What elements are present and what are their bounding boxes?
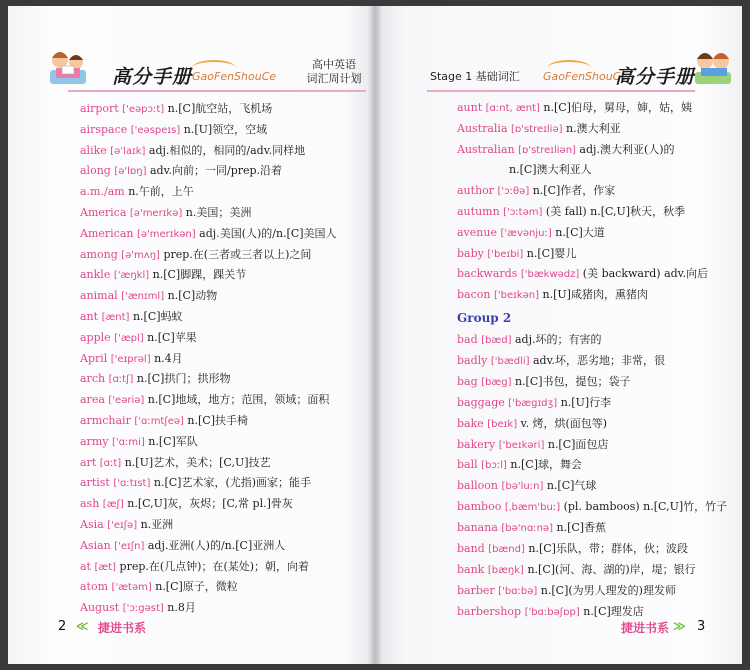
vocab-entry <box>457 542 688 557</box>
entry-definition: (美 backward) adv.向后 <box>579 267 709 281</box>
entry-phonetic: ['ɔːθə] <box>497 186 530 198</box>
entry-phonetic: ['ɑːmi] <box>111 436 145 448</box>
entry-word: Australia <box>457 121 508 135</box>
entry-definition: n.4月 <box>150 351 183 365</box>
entry-word: animal <box>80 289 118 303</box>
entry-word: at <box>80 559 91 573</box>
entry-phonetic: [æt] <box>94 561 117 573</box>
entry-phonetic: ['bædli] <box>490 355 530 367</box>
entry-definition: n.[C]大道 <box>551 225 605 239</box>
entry-word: Australian <box>457 142 515 156</box>
entry-definition: n.午前，上午 <box>128 185 194 199</box>
entry-definition: n.[U]艺术，美术；[C,U]技艺 <box>121 455 271 469</box>
entry-word: balloon <box>457 479 498 493</box>
entry-word: bank <box>457 562 485 576</box>
header-rule <box>427 90 695 92</box>
entry-phonetic: [bə'nɑːnə] <box>501 523 553 535</box>
entry-definition: n.[U]领空，空域 <box>180 122 268 136</box>
children-reading-illustration <box>46 46 90 86</box>
entry-definition: adj.美国(人)的/n.[C]美国人 <box>195 226 337 240</box>
entry-word: art <box>80 455 97 469</box>
book-gutter <box>368 6 382 664</box>
vocab-entry <box>80 518 173 533</box>
entry-phonetic: ['eəriə] <box>108 395 145 407</box>
page-number: 2 <box>58 619 67 634</box>
logo-title: 高分手册 <box>615 66 696 88</box>
vocab-entry <box>80 601 196 616</box>
entry-word: airport <box>80 102 119 115</box>
entry-phonetic: ['beɪbi] <box>487 248 524 260</box>
entry-definition: n.[C]军队 <box>144 434 198 448</box>
vocab-entry <box>80 310 183 325</box>
series-chevrons: ≪ <box>76 619 89 633</box>
series-name: 捷进书系 <box>98 621 147 635</box>
vocab-entry <box>457 267 708 282</box>
header-subtitle <box>304 58 364 86</box>
entry-phonetic: [bænd] <box>488 544 525 555</box>
entry-phonetic: ['ɔːgəst] <box>122 603 164 615</box>
vocab-entry <box>457 500 727 515</box>
entry-definition: n.[C]拱门；拱形物 <box>133 372 231 386</box>
entry-word: badly <box>457 353 488 367</box>
entry-definition: n.[C]澳大利亚人 <box>509 163 592 177</box>
entry-definition: n.[C]艺术家，(尤指)画家；能手 <box>150 476 312 490</box>
vocab-entry <box>80 248 311 263</box>
entry-definition: n.澳大利亚 <box>562 121 621 135</box>
entry-definition: v. 烤，烘(面包等) <box>517 416 608 430</box>
entry-phonetic: [bæg] <box>481 376 512 388</box>
entry-word: baggage <box>457 395 505 409</box>
vocab-entry <box>80 185 194 200</box>
entry-word: ball <box>457 458 478 472</box>
vocab-entry <box>457 184 615 199</box>
entry-word: Asia <box>80 518 104 531</box>
entry-definition: n.[C]地域，地方；范围，领域；面积 <box>144 393 330 407</box>
vocab-entry <box>457 563 696 578</box>
entry-definition: n.[C]伯母，舅母，婶，姑，姨 <box>539 101 692 114</box>
entry-phonetic: [beɪk] <box>487 418 518 430</box>
vocab-entry <box>457 375 631 390</box>
entry-phonetic: ['æpl] <box>114 332 144 344</box>
vocab-entry <box>457 101 692 116</box>
entry-definition: n.[C]婴儿 <box>523 246 577 260</box>
entry-word: army <box>80 434 109 448</box>
entry-phonetic: [ɒ'streɪliə] <box>511 123 563 135</box>
entry-definition: n.[C]动物 <box>164 289 218 303</box>
entry-phonetic: [æʃ] <box>102 499 124 511</box>
vocab-entry <box>80 414 248 429</box>
entry-phonetic: [ə'merɪkən] <box>136 228 196 240</box>
entry-definition: n.[C]香蕉 <box>553 521 607 535</box>
entry-definition: n.[C]面包店 <box>544 437 609 451</box>
vocab-entry <box>80 206 251 221</box>
entry-word: America <box>80 206 127 219</box>
entry-word: along <box>80 164 111 178</box>
entry-phonetic: ['ævənjuː] <box>500 227 552 239</box>
entry-word: band <box>457 542 485 555</box>
series-chevrons: ≫ <box>673 619 686 633</box>
entry-definition: adv.向前；一同/prep.沿着 <box>146 164 283 178</box>
vocab-entry <box>457 479 596 494</box>
series-name: 捷进书系 <box>621 621 670 635</box>
vocab-entry <box>80 164 282 179</box>
entry-word: bake <box>457 416 484 430</box>
entry-phonetic: ['eɪʃn] <box>114 540 145 552</box>
vocab-entry <box>457 458 582 473</box>
entry-word: alike <box>80 143 107 157</box>
vocab-entry <box>80 268 246 283</box>
entry-definition: n.[C]气球 <box>543 479 597 493</box>
vocab-entry <box>457 205 685 220</box>
entry-definition: n.[C,U]灰，灰烬；[C,常 pl.]骨灰 <box>123 497 293 511</box>
book-spread <box>8 6 742 664</box>
vocab-entry <box>80 227 337 242</box>
entry-phonetic: ['bɑːbə] <box>498 585 538 597</box>
entry-definition: prep.在(几点钟)；在(某处)；朝，向着 <box>116 559 310 573</box>
entry-word: April <box>80 351 108 365</box>
entry-definition: n.[C]苹果 <box>143 330 197 344</box>
vocab-entry <box>80 560 309 575</box>
entry-word: ash <box>80 497 100 511</box>
entry-word: arch <box>80 372 106 386</box>
entry-definition: n.[C]书包，提包；袋子 <box>511 374 631 388</box>
entry-phonetic: [ɑːt] <box>99 457 122 469</box>
vocab-entry <box>80 372 230 387</box>
entry-definition: adj.坏的；有害的 <box>511 333 602 346</box>
entry-definition: n.[C]乐队，带；群体，伙；波段 <box>524 542 688 555</box>
entry-word: barbershop <box>457 604 522 618</box>
entry-phonetic: ['eɪprəl] <box>110 353 151 365</box>
entry-definition: n.8月 <box>163 601 196 615</box>
entry-phonetic: ['ænɪml] <box>121 291 165 303</box>
vocab-entry <box>457 226 605 241</box>
vocab-entry <box>457 143 675 158</box>
entry-phonetic: ['eɪʃə] <box>107 520 138 531</box>
entry-word: atom <box>80 580 109 594</box>
vocab-entry <box>457 122 621 137</box>
entry-word: author <box>457 184 495 198</box>
entry-definition: n.[C]原子，微粒 <box>151 580 238 594</box>
entry-definition: n.[C]脚踝，踝关节 <box>149 268 247 282</box>
entry-definition: adj.相似的，相同的/adv.同样地 <box>145 143 306 157</box>
entry-definition: adv.坏，恶劣地；非常，很 <box>529 353 666 367</box>
entry-phonetic: ['bægɪdʒ] <box>508 397 558 409</box>
entry-phonetic: [ˌbæm'buː] <box>504 502 561 514</box>
logo-title: 高分手册 <box>112 66 193 88</box>
group-heading: Group 2 <box>457 311 512 325</box>
entry-word: August <box>80 601 120 615</box>
entry-word: bag <box>457 374 478 388</box>
vocab-entry <box>457 417 607 432</box>
entry-word: apple <box>80 330 111 344</box>
entry-phonetic: [bæŋk] <box>487 564 524 576</box>
vocab-entry <box>457 354 665 369</box>
logo-pinyin: GaoFenShouCe <box>543 70 628 83</box>
entry-word: backwards <box>457 267 518 281</box>
entry-phonetic: [ə'lɒŋ] <box>114 166 147 178</box>
vocab-entry <box>457 247 576 262</box>
vocab-entry <box>80 435 198 450</box>
entry-word: armchair <box>80 414 131 427</box>
entry-word: American <box>80 226 134 240</box>
right-page <box>375 6 742 664</box>
entry-phonetic: [ɑːtʃ] <box>108 374 134 386</box>
entry-phonetic: ['beɪkən] <box>493 290 540 302</box>
vocab-entry <box>80 102 272 117</box>
entry-word: artist <box>80 476 110 490</box>
entry-word: bamboo <box>457 500 502 514</box>
vocab-entry <box>80 456 271 471</box>
entry-phonetic: ['bɑːbəʃɒp] <box>524 606 580 618</box>
entry-phonetic: [bə'luːn] <box>501 481 544 493</box>
vocab-entry <box>457 521 606 536</box>
entry-phonetic: ['ɑːtɪst] <box>113 478 151 490</box>
entry-definition: n.[C]蚂蚁 <box>129 310 183 323</box>
entry-definition: n.[C](为男人理发的)理发师 <box>537 583 676 597</box>
vocab-entry <box>80 580 238 595</box>
children-illustration <box>691 46 735 86</box>
vocab-entry <box>457 584 676 599</box>
entry-definition: adj.澳大利亚(人)的 <box>575 142 675 156</box>
vocab-entry <box>80 476 311 491</box>
logo-pinyin: GaoFenShouCe <box>192 70 277 83</box>
vocab-entry <box>80 497 293 512</box>
entry-word: a.m./am <box>80 185 125 199</box>
entry-word: banana <box>457 521 498 535</box>
entry-definition: n.[C](河、海、湖的)岸，堤；银行 <box>523 562 696 576</box>
vocab-entry <box>80 123 267 138</box>
header-rule <box>68 90 366 92</box>
header-subtitle-line-1: 高中英语 <box>312 58 356 71</box>
entry-phonetic: ['bækwədz] <box>520 269 580 281</box>
entry-definition: n.[C]作者，作家 <box>529 184 616 198</box>
entry-definition: n.美国；美洲 <box>182 206 252 219</box>
entry-phonetic: ['ætəm] <box>111 582 152 594</box>
entry-word: baby <box>457 246 484 260</box>
entry-definition: n.[U]行李 <box>557 395 612 409</box>
entry-phonetic: ['æŋkl] <box>113 270 150 282</box>
entry-word: ant <box>80 310 99 323</box>
stage-label: Stage 1 基础词汇 <box>430 70 520 83</box>
vocab-entry <box>80 393 329 408</box>
entry-word: ankle <box>80 268 111 282</box>
entry-phonetic: [bæd] <box>481 335 512 346</box>
entry-definition: n.[C]扶手椅 <box>183 414 249 427</box>
vocab-entry <box>457 288 648 303</box>
entry-definition: adj.亚洲(人)的/n.[C]亚洲人 <box>144 538 286 552</box>
entry-definition: n.[C]理发店 <box>579 604 644 618</box>
vocab-entry <box>80 352 183 367</box>
entry-word: bad <box>457 333 478 346</box>
vocab-entry <box>457 605 644 620</box>
entry-definition: prep.在(三者或三者以上)之间 <box>159 247 312 261</box>
vocab-entry <box>457 396 611 411</box>
entry-phonetic: ['ɔːtəm] <box>503 207 543 218</box>
entry-phonetic: [ænt] <box>101 312 130 323</box>
entry-phonetic: [bɔːl] <box>481 460 507 472</box>
entry-word: Asian <box>80 538 111 552</box>
vocab-entry <box>457 333 602 348</box>
entry-word: bacon <box>457 288 491 302</box>
entry-definition: n.亚洲 <box>137 518 174 531</box>
entry-phonetic: [ə'mʌŋ] <box>121 249 160 261</box>
entry-definition: n.[C]航空站，飞机场 <box>164 102 273 115</box>
vocab-entry <box>80 539 285 554</box>
entry-phonetic: [ə'laɪk] <box>110 145 146 157</box>
entry-word: among <box>80 247 118 261</box>
entry-definition: (pl. bamboos) n.[C,U]竹，竹子 <box>560 500 728 514</box>
entry-definition: (美 fall) n.[C,U]秋天，秋季 <box>542 205 686 218</box>
entry-word: avenue <box>457 225 497 239</box>
entry-phonetic: ['eəspeɪs] <box>130 124 181 136</box>
entry-phonetic: [ə'merɪkə] <box>129 208 183 219</box>
vocab-entry <box>80 331 197 346</box>
entry-definition: n.[C]球，舞会 <box>506 458 583 472</box>
entry-phonetic: ['ɑːmtʃeə] <box>134 416 184 427</box>
vocab-entry <box>457 438 608 453</box>
vocab-entry <box>80 144 305 159</box>
entry-word: bakery <box>457 437 496 451</box>
entry-word: barber <box>457 583 495 597</box>
entry-phonetic: [ɒ'streɪliən] <box>518 144 576 156</box>
entry-phonetic: ['beɪkəri] <box>498 439 545 451</box>
entry-definition: n.[U]咸猪肉，熏猪肉 <box>539 288 648 302</box>
entry-word: airspace <box>80 122 128 136</box>
left-page <box>8 6 375 664</box>
vocab-entry <box>80 289 217 304</box>
page-number: 3 <box>697 619 706 634</box>
vocab-entry <box>509 163 592 178</box>
header-subtitle-line-2: 词汇周计划 <box>306 72 362 85</box>
entry-word: area <box>80 393 105 407</box>
entry-phonetic: [ɑːnt, ænt] <box>485 103 540 114</box>
entry-word: autumn <box>457 205 500 218</box>
entry-word: aunt <box>457 101 483 114</box>
entry-phonetic: ['eəpɔːt] <box>122 104 165 115</box>
